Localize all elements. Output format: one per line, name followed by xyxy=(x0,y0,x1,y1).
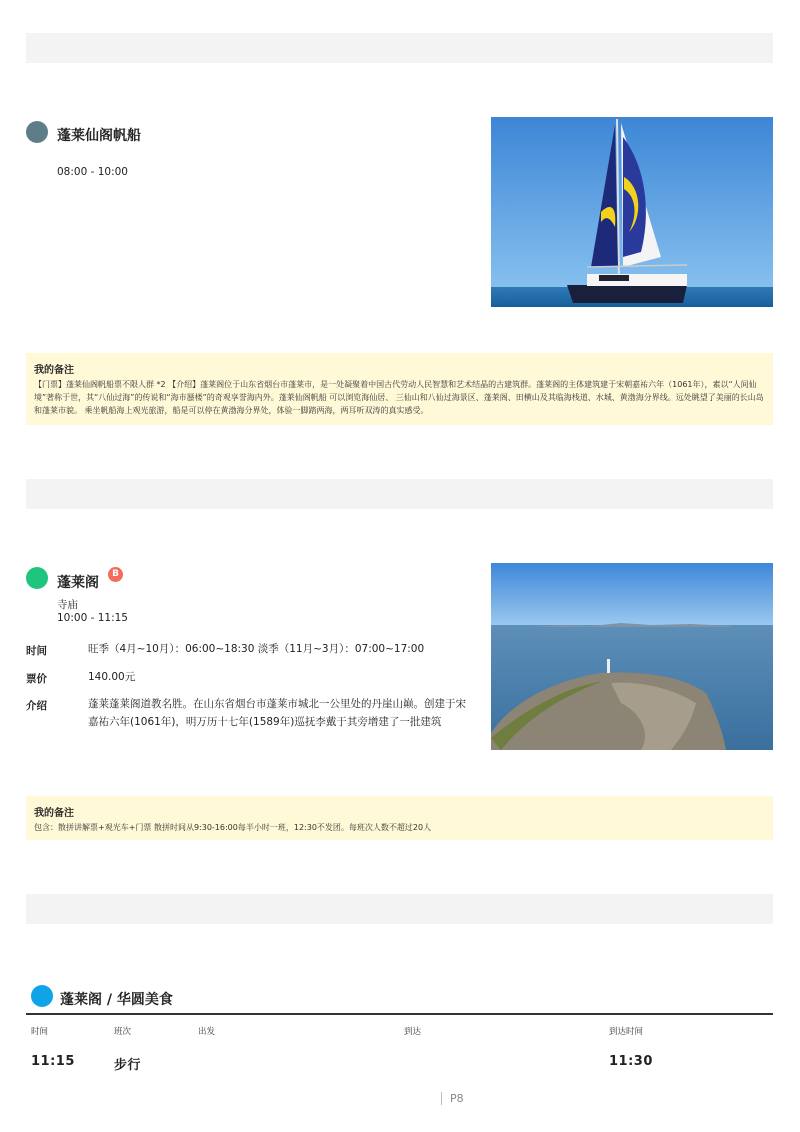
note-text: 【门票】蓬莱仙阁帆船票不限人群 *2 【介绍】蓬莱阁位于山东省烟台市蓬莱市，是一处凝聚着中国古代劳动人民智慧和艺术结晶的古建筑群。蓬莱阁的主体建筑建于宋朝嘉祐六年（1061年），素以“人间仙境”著称于世，其“八仙过海”的传说和“海市蜃楼”的奇观享誉海内外。蓬莱仙阁帆船 可以浏览海仙居、 三仙山和八仙过海景区、蓬莱阁、田横山及其临海栈道、水城、黄渤海分界线。远处眺望了美丽的长山岛和蓬莱市貌。 乘坐帆船海上观光旅游，船是可以停在黄渤海分界处，体验一脚踏两海，两耳听双涛的真实感受。 xyxy=(34,380,764,415)
poi-title: 蓬莱阁 xyxy=(57,575,99,591)
header-time: 时间 xyxy=(31,1027,49,1037)
poi-time: 10:00 - 11:15 xyxy=(57,612,128,624)
row-arrive-time: 11:30 xyxy=(609,1054,653,1069)
header-arrive: 到达 xyxy=(404,1027,422,1037)
route-dot-icon xyxy=(31,985,53,1007)
poi-time: 08:00 - 10:00 xyxy=(57,166,128,178)
my-note xyxy=(26,796,773,840)
note-title: 我的备注 xyxy=(34,808,74,819)
poi-category: 寺庙 xyxy=(57,599,78,611)
my-note xyxy=(26,353,773,425)
row-time: 11:15 xyxy=(31,1054,75,1069)
route-title: 蓬莱阁 / 华圆美食 xyxy=(60,992,173,1008)
open-time: 旺季（4月~10月）：06:00~18:30 淡季（11月~3月）：07:00~17:00 xyxy=(88,643,425,655)
sailboat-photo xyxy=(491,117,773,307)
header-arrive-time: 到达时间 xyxy=(609,1027,644,1037)
time-label: 时间 xyxy=(26,645,47,657)
penglai-pavilion-photo xyxy=(491,563,773,750)
marker-badge: B xyxy=(108,567,123,582)
ticket-price: 140.00元 xyxy=(88,671,136,683)
poi-title: 蓬莱仙阁帆船 xyxy=(57,128,141,144)
table-divider xyxy=(26,1013,773,1015)
section-band xyxy=(26,33,773,63)
price-label: 票价 xyxy=(26,673,47,685)
page-number: P8 xyxy=(441,1092,464,1105)
intro-label: 介绍 xyxy=(26,700,47,712)
section-band xyxy=(26,479,773,509)
header-depart: 出发 xyxy=(198,1027,216,1037)
intro-text: 蓬莱蓬莱阁道教名胜。在山东省烟台市蓬莱市城北一公里处的丹崖山巅。创建于宋嘉祐六年(1061年)，明万历十七年(1589年)巡抚李戴于其旁增建了一批建筑 xyxy=(88,698,466,728)
row-mode: 步行 xyxy=(114,1058,142,1073)
note-text: 包含：散拼讲解票+观光车+门票 散拼时间从9:30-16:00每半小时一班，12:30不发团。每班次人数不超过20人 xyxy=(34,823,432,832)
section-band xyxy=(26,894,773,924)
poi-dot-icon xyxy=(26,121,48,143)
note-title: 我的备注 xyxy=(34,365,74,376)
poi-dot-icon xyxy=(26,567,48,589)
header-mode: 班次 xyxy=(114,1027,132,1037)
